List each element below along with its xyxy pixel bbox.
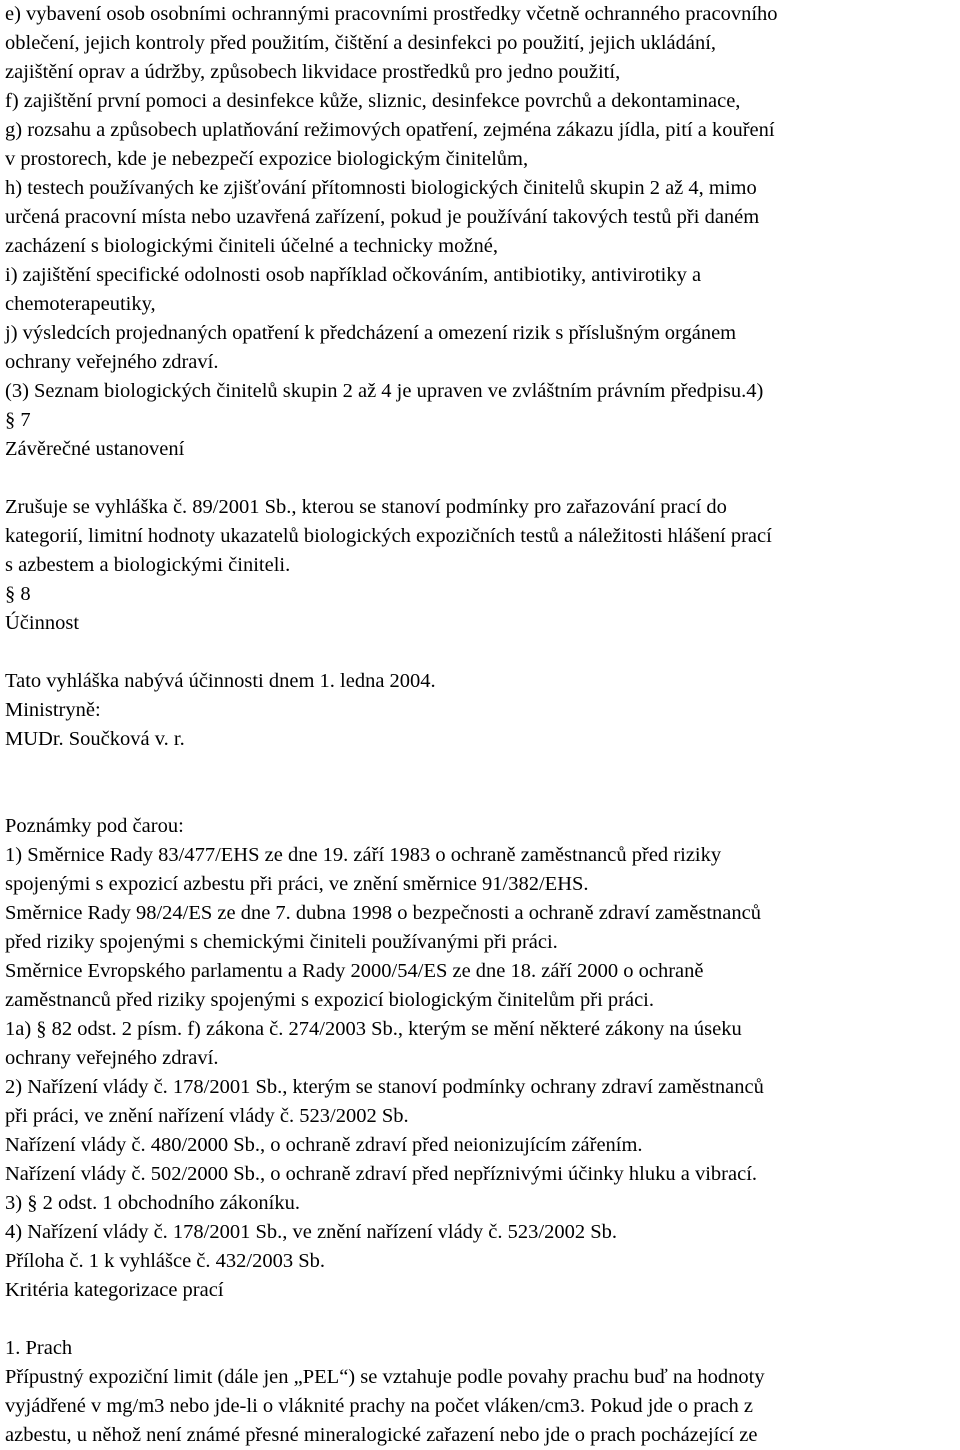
footnote-regulation: Nařízení vlády č. 480/2000 Sb., o ochraně zdraví před neionizujícím zářením. [5, 1134, 643, 1156]
footnote-2: 2) Nařízení vlády č. 178/2001 Sb., kterým se stanoví podmínky ochrany zdraví zaměstnanců [5, 1076, 764, 1098]
text-line: ochrany veřejného zdraví. [5, 351, 219, 373]
text-line: ochrany veřejného zdraví. [5, 1047, 219, 1069]
text-line: azbestu, u něhož není známé přesné mineralogické zařazení nebo jde o prach pocházející ze [5, 1424, 758, 1446]
blank-line [5, 754, 955, 783]
text-line: zajištění oprav a údržby, způsobech likvidace prostředků pro jedno použití, [5, 61, 621, 83]
footnote-3: 3) § 2 odst. 1 obchodního zákoníku. [5, 1192, 300, 1214]
text-line-item-g: g) rozsahu a způsobech uplatňování režimových opatření, zejména zákazu jídla, pití a kouření [5, 119, 775, 141]
text-line: před riziky spojenými s chemickými činiteli používanými při práci. [5, 931, 558, 953]
repeal-paragraph: Zrušuje se vyhláška č. 89/2001 Sb., kterou se stanoví podmínky pro zařazování prací do [5, 496, 727, 518]
blank-line [5, 464, 955, 493]
text-line-item-i: i) zajištění specifické odolnosti osob například očkováním, antibiotiky, antivirotiky a [5, 264, 702, 286]
section-number-7: § 7 [5, 409, 31, 431]
section-number-8: § 8 [5, 583, 31, 605]
text-line: vyjádřené v mg/m3 nebo jde-li o vláknité prachy na počet vláken/cm3. Pokud jde o prach z [5, 1395, 754, 1417]
blank-line [5, 783, 955, 812]
text-line: zacházení s biologickými činiteli účelné a technicky možné, [5, 235, 498, 257]
text-line-item-h: h) testech používaných ke zjišťování přítomnosti biologických činitelů skupin 2 až 4, mimo [5, 177, 757, 199]
text-line-item-j: j) výsledcích projednaných opatření k předcházení a omezení rizik s příslušným orgánem [5, 322, 737, 344]
footnote-directive: Směrnice Evropského parlamentu a Rady 2000/54/ES ze dne 18. září 2000 o ochraně [5, 960, 704, 982]
document-page [5, 0, 955, 1450]
signatory-name: MUDr. Součková v. r. [5, 728, 185, 750]
blank-line [5, 1305, 955, 1334]
text-line: Přípustný expoziční limit (dále jen „PEL“) se vztahuje podle povahy prachu buď na hodnoty [5, 1366, 765, 1388]
text-line: s azbestem a biologickými činiteli. [5, 554, 291, 576]
annex-section-dust: 1. Prach [5, 1337, 73, 1359]
footnote-directive: Směrnice Rady 98/24/ES ze dne 7. dubna 1998 o bezpečnosti a ochraně zdraví zaměstnanců [5, 902, 761, 924]
text-line: kategorií, limitní hodnoty ukazatelů biologických expozičních testů a náležitosti hlášení prací [5, 525, 772, 547]
paragraph-3: (3) Seznam biologických činitelů skupin 2 až 4 je upraven ve zvláštním právním předpisu.4) [5, 380, 764, 402]
text-line: chemoterapeutiky, [5, 293, 156, 315]
effective-date: Tato vyhláška nabývá účinnosti dnem 1. ledna 2004. [5, 670, 436, 692]
footnote-regulation: Nařízení vlády č. 502/2000 Sb., o ochraně zdraví před nepříznivými účinky hluku a vibrací. [5, 1163, 758, 1185]
footnote-1: 1) Směrnice Rady 83/477/EHS ze dne 19. září 1983 o ochraně zaměstnanců před riziky [5, 844, 722, 866]
text-line: při práci, ve znění nařízení vlády č. 523/2002 Sb. [5, 1105, 409, 1127]
footnotes-heading: Poznámky pod čarou: [5, 815, 184, 837]
text-line-item-e: e) vybavení osob osobními ochrannými pracovními prostředky včetně ochranného pracovního [5, 3, 778, 25]
footnote-4: 4) Nařízení vlády č. 178/2001 Sb., ve znění nařízení vlády č. 523/2002 Sb. [5, 1221, 618, 1243]
text-line: spojenými s expozicí azbestu při práci, ve znění směrnice 91/382/EHS. [5, 873, 589, 895]
text-line: oblečení, jejich kontroly před použitím, čištění a desinfekci po použití, jejich ukládání, [5, 32, 717, 54]
text-line: v prostorech, kde je nebezpečí expozice biologickým činitelům, [5, 148, 529, 170]
text-line-item-f: f) zajištění první pomoci a desinfekce kůže, sliznic, desinfekce povrchů a dekontaminace, [5, 90, 741, 112]
annex-title: Příloha č. 1 k vyhlášce č. 432/2003 Sb. [5, 1250, 325, 1272]
section-heading-effectiveness: Účinnost [5, 612, 80, 634]
blank-line [5, 638, 955, 667]
text-line: zaměstnanců před riziky spojenými s expozicí biologickým činitelům při práci. [5, 989, 654, 1011]
annex-subtitle: Kritéria kategorizace prací [5, 1279, 224, 1301]
section-heading-final-provisions: Závěrečné ustanovení [5, 438, 185, 460]
text-line: určená pracovní místa nebo uzavřená zařízení, pokud je používání takových testů při daném [5, 206, 760, 228]
footnote-1a: 1a) § 82 odst. 2 písm. f) zákona č. 274/2003 Sb., kterým se mění některé zákony na úseku [5, 1018, 742, 1040]
signatory-title: Ministryně: [5, 699, 101, 721]
